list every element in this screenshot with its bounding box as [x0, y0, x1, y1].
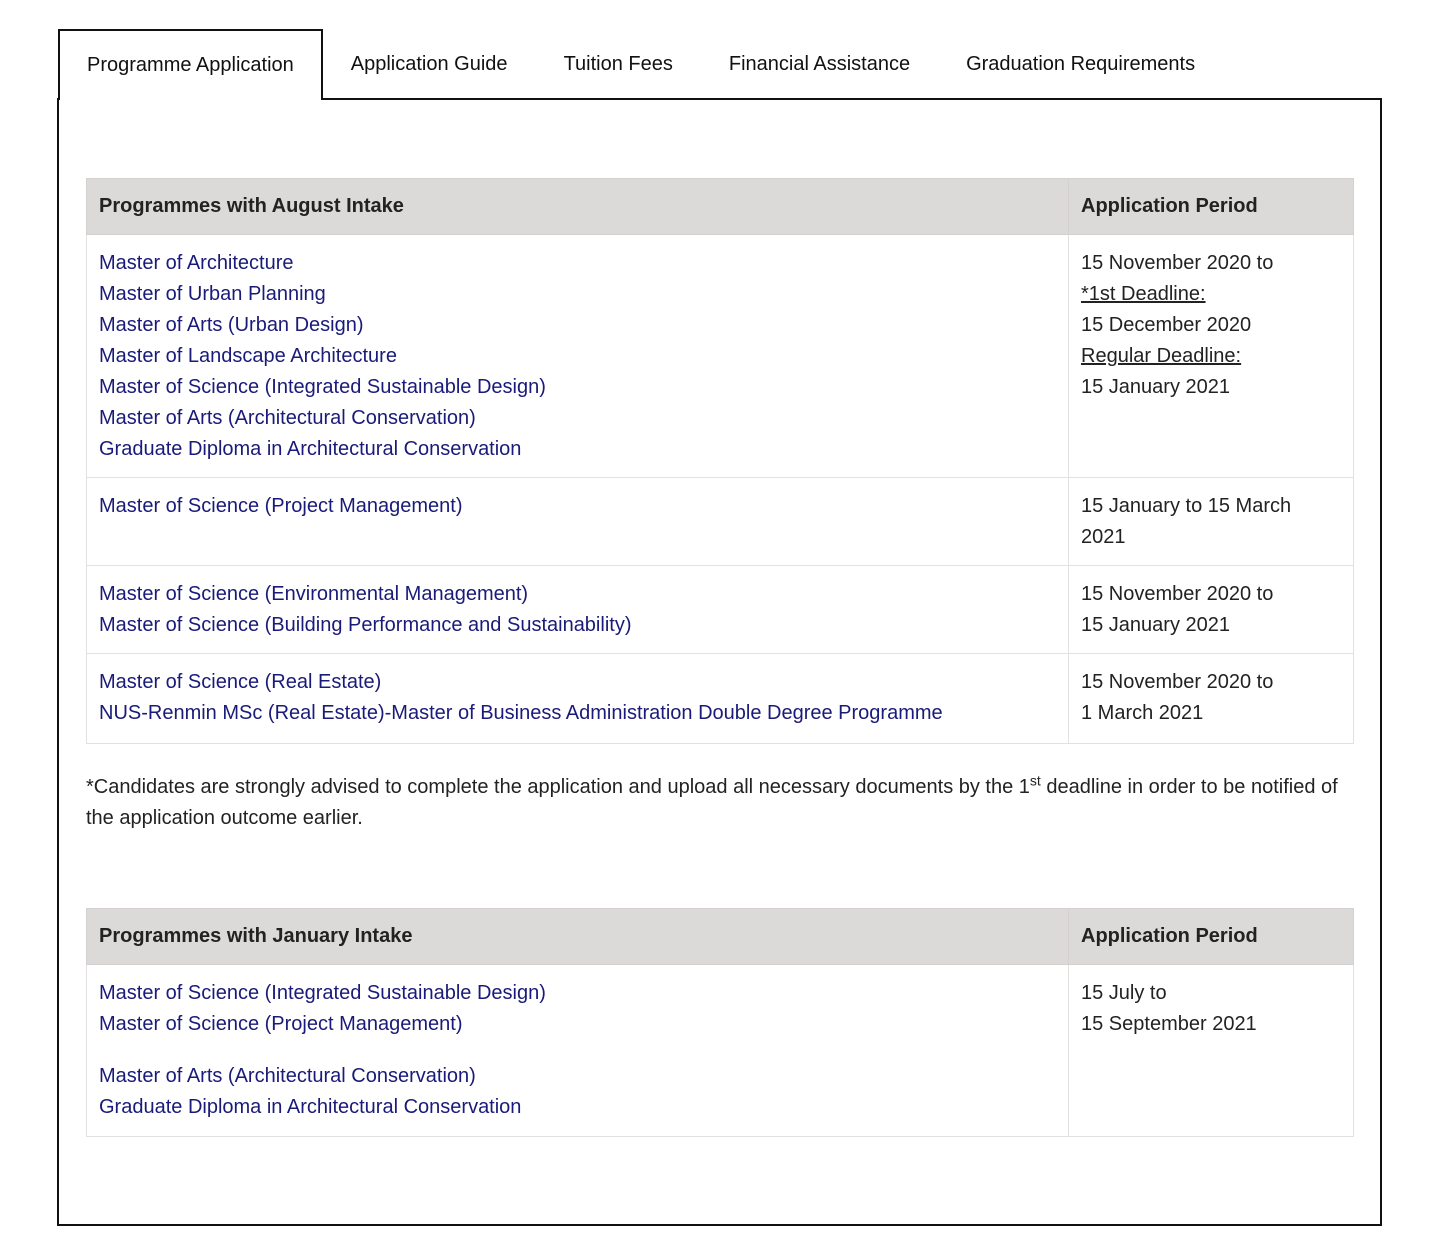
programme-link[interactable]: Master of Science (Building Performance and Sustainability) [99, 614, 632, 636]
header-application-period: Application Period [1069, 909, 1354, 965]
tab-programme-application[interactable]: Programme Application [58, 29, 323, 100]
period-text: 1 March 2021 [1081, 702, 1204, 724]
period-text: 15 January to 15 March [1081, 495, 1292, 517]
note-superscript: st [1029, 772, 1041, 789]
tab-tuition-fees[interactable]: Tuition Fees [563, 52, 673, 75]
programme-link[interactable]: Master of Arts (Urban Design) [99, 314, 364, 336]
tab-bar [58, 29, 1223, 99]
programme-link[interactable]: NUS-Renmin MSc (Real Estate)-Master of Business Administration Double Degree Programme [99, 702, 943, 724]
programme-link[interactable]: Master of Science (Real Estate) [99, 671, 382, 693]
regular-deadline-date: 15 January 2021 [1081, 376, 1231, 398]
programme-link[interactable]: Master of Science (Integrated Sustainable Design) [99, 376, 546, 398]
first-deadline-label: *1st Deadline: [1081, 283, 1206, 305]
programme-link[interactable]: Graduate Diploma in Architectural Conservation [99, 438, 522, 460]
period-text: 15 November 2020 to [1081, 671, 1274, 693]
period-text: 15 July to [1081, 982, 1167, 1004]
programme-link[interactable]: Master of Arts (Architectural Conservation) [99, 1065, 476, 1087]
programme-link[interactable]: Master of Science (Project Management) [99, 1013, 463, 1035]
note-text: *Candidates are strongly advised to complete the application and upload all necessary documents by the 1 [86, 776, 1030, 798]
programme-link[interactable]: Master of Science (Environmental Management) [99, 583, 529, 605]
programme-link[interactable]: Graduate Diploma in Architectural Conservation [99, 1096, 522, 1118]
period-text: 15 November 2020 to [1081, 583, 1274, 605]
header-programmes: Programmes with January Intake [87, 909, 1069, 965]
period-text: 15 September 2021 [1081, 1013, 1257, 1035]
header-application-period: Application Period [1069, 179, 1354, 235]
programme-link[interactable]: Master of Architecture [99, 252, 294, 274]
period-text: 15 November 2020 to [1081, 252, 1274, 274]
programme-link[interactable]: Master of Landscape Architecture [99, 345, 397, 367]
programme-link[interactable]: Master of Arts (Architectural Conservation) [99, 407, 476, 429]
note-text-end: deadline in order to be notified of the application outcome earlier. [86, 776, 1338, 829]
tab-application-guide[interactable]: Application Guide [350, 52, 508, 75]
header-programmes: Programmes with August Intake [87, 179, 1069, 235]
period-text: 2021 [1081, 526, 1126, 548]
regular-deadline-label: Regular Deadline: [1081, 345, 1242, 367]
programme-link[interactable]: Master of Science (Integrated Sustainable Design) [99, 982, 546, 1004]
period-text: 15 January 2021 [1081, 614, 1231, 636]
programme-link[interactable]: Master of Urban Planning [99, 283, 326, 305]
tab-graduation-requirements[interactable]: Graduation Requirements [966, 52, 1196, 75]
tab-financial-assistance[interactable]: Financial Assistance [728, 52, 911, 75]
tab-panel [57, 98, 1382, 1226]
programme-link[interactable]: Master of Science (Project Management) [99, 495, 463, 517]
first-deadline-date: 15 December 2020 [1081, 314, 1252, 336]
